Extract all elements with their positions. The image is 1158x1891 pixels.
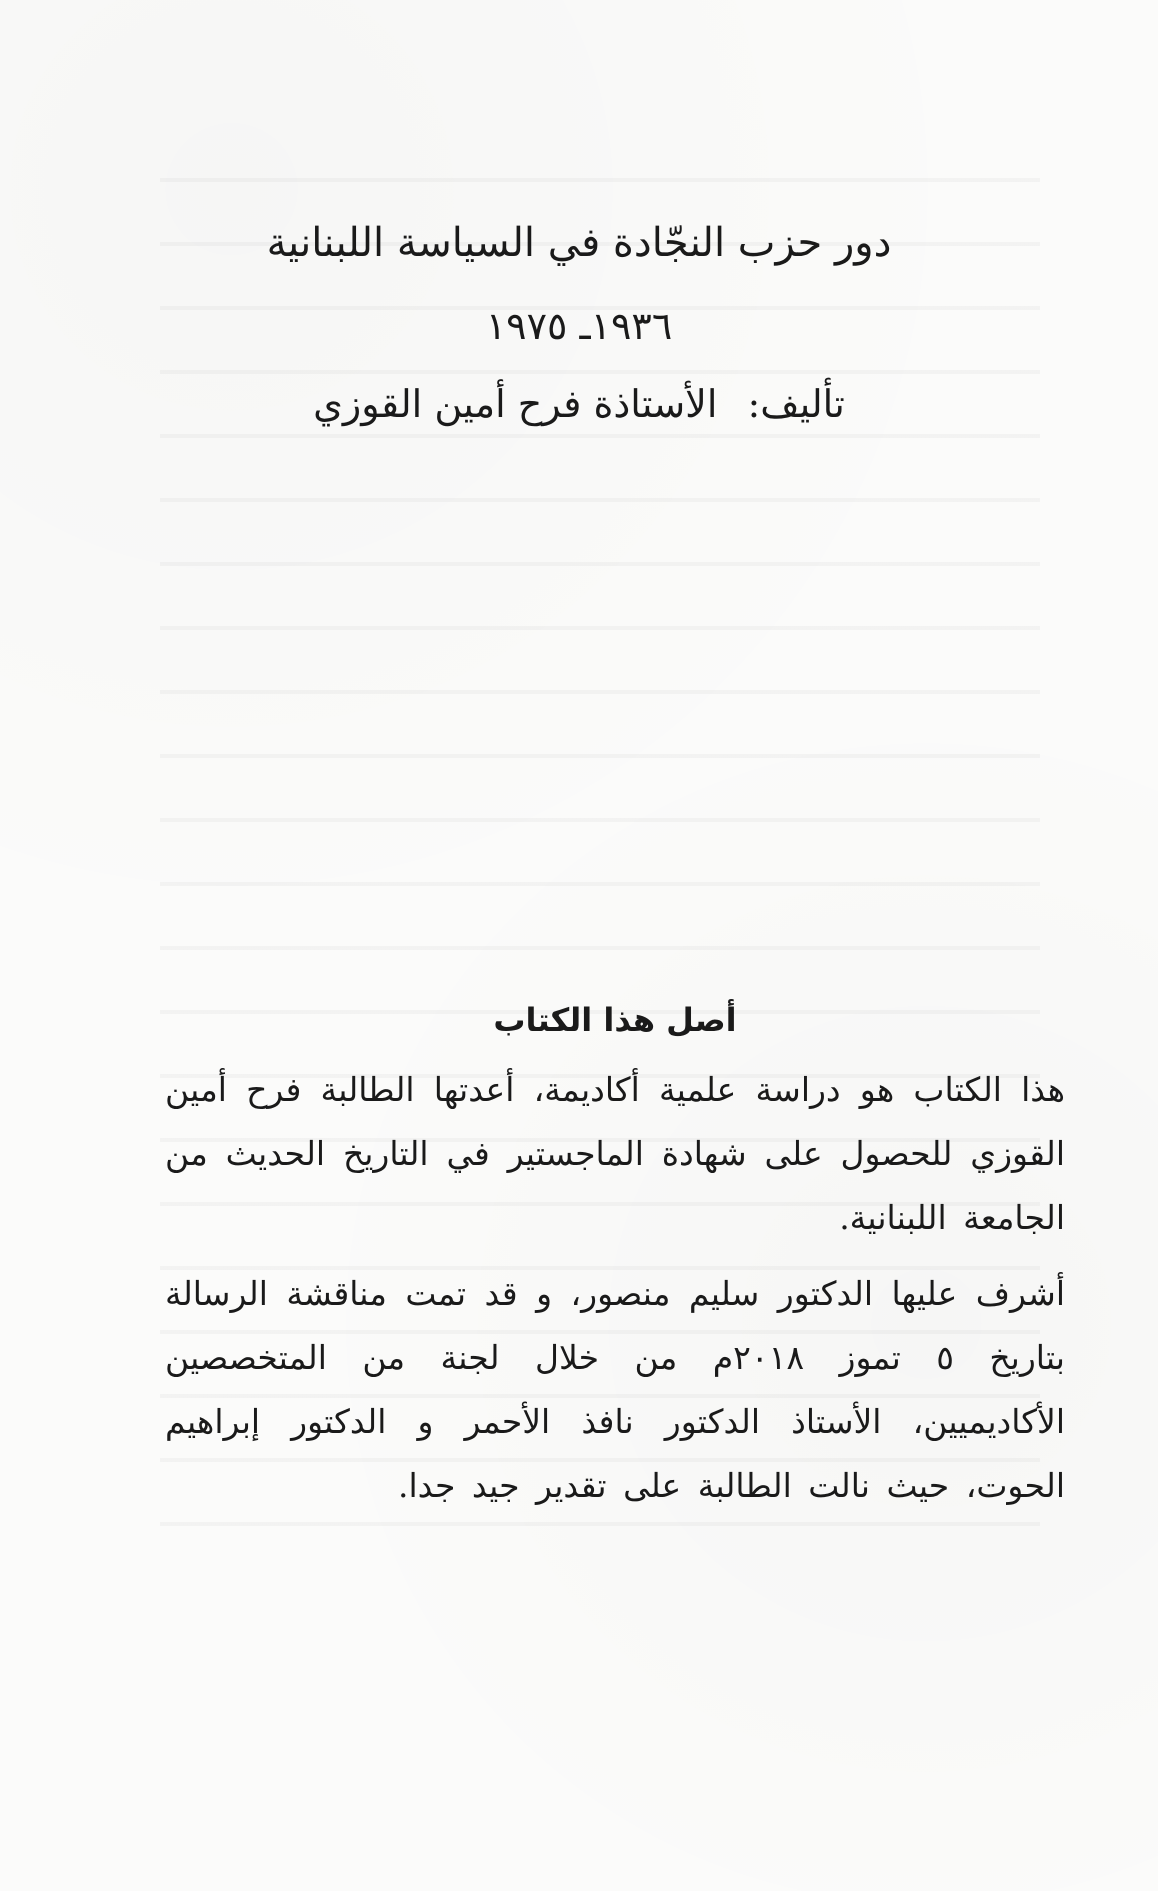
book-origin-section (165, 996, 1065, 1530)
origin-paragraph-1: هذا الكتاب هو دراسة علمية أكاديمة، أعدتها الطالبة فرح أمين القوزي للحصول على شهادة الماجستير في التاريخ الحديث من الجامعة اللبنانية. (165, 1070, 1065, 1237)
title-block (170, 215, 988, 431)
book-title: دور حزب النجّادة في السياسة اللبنانية (266, 220, 892, 266)
section-heading: أصل هذا الكتاب (493, 1001, 737, 1039)
author-line (170, 377, 988, 431)
origin-paragraph-2: أشرف عليها الدكتور سليم منصور، و قد تمت مناقشة الرسالة بتاريخ ٥ تموز ٢٠١٨م من خلال لجنة من المتخصصين الأكاديميين، الأستاذ الدكتور نافذ الأحمر و الدكتور إبراهيم الحوت، حيث نالت الطالبة على تقدير جيد جدا. (165, 1274, 1065, 1505)
author-name: الأستاذة فرح أمين القوزي (313, 382, 718, 426)
book-years: ١٩٣٦ـ ١٩٧٥ (485, 304, 673, 348)
author-label: تأليف: (747, 382, 845, 426)
